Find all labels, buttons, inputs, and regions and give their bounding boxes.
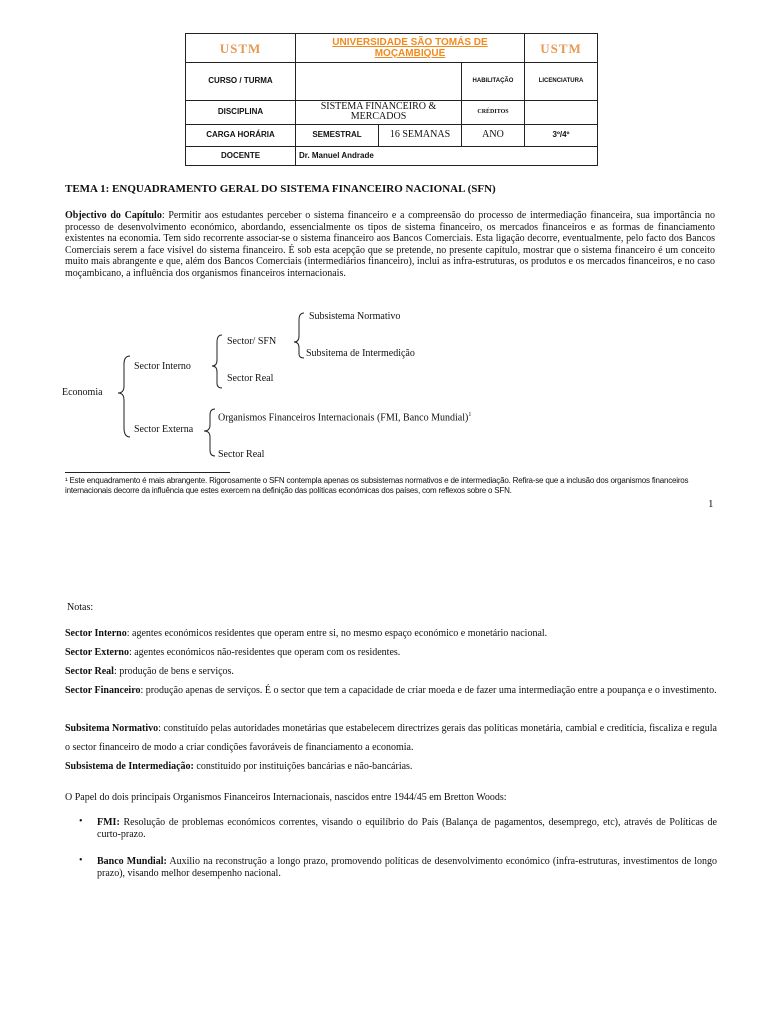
diagram-sector-externa: Sector Externa — [134, 424, 194, 435]
ustm-logo-left: USTM — [219, 40, 262, 56]
note-sector-externo — [65, 643, 717, 662]
disciplina-label: DISCIPLINA — [186, 100, 296, 124]
objective-label: Objectivo do Capítulo — [65, 210, 162, 221]
page-number: 1 — [708, 498, 714, 510]
bullet-term: FMI: — [97, 817, 120, 828]
note-text: constituido por instituições bancárias e não-bancárias. — [193, 761, 413, 772]
objective-text: : Permitir aos estudantes perceber o sistema financeiro e a compreensão do processo de intermediação financeira, sua importância no processo de desenvolvimento económico, abordando, essencialmente os tipos de sistema financeiro, os mercados financeiros e as formas de financiamento existentes na economia. Tem sido recorrente associar-se o sistema financeiro aos Bancos Comerciais. Esta ligação decorre, eventualmente, pelo facto dos Bancos Comerciais serem a face visível do sistema financeiro. É sob esta acepção que se pretende, no presente capítulo, mostrar que o sistema financeiro é um conceito muito mais abrangente e que, além dos Bancos Comerciais (intermediários financeiro), inclui as infra-estruturas, os produtos e os mercados financeiros, e no caso moçambicano, a influência dos organismos financeiros internacionais. — [65, 210, 716, 279]
diagram-sector-real-2: Sector Real — [218, 449, 265, 460]
semanas-value: 16 SEMANAS — [379, 124, 462, 146]
note-text: : produção de bens e serviços. — [113, 666, 234, 677]
organismos-text: Organismos Financeiros Internacionais (FMI, Banco Mundial) — [218, 412, 469, 424]
note-sector-real — [65, 662, 717, 681]
bullet-term: Banco Mundial: — [97, 856, 167, 867]
diagram-sector-real-1: Sector Real — [227, 373, 274, 384]
note-term: Sector Financeiro — [65, 685, 141, 696]
diagram-subsistema-normativo: Subsistema Normativo — [309, 311, 401, 322]
bullet-fmi — [97, 817, 717, 841]
note-term: Subsitema Normativo — [65, 723, 159, 734]
note-text: : agentes económicos residentes que operam entre si, no mesmo espaço económico e monetário nacional. — [126, 628, 548, 639]
disciplina-value: SISTEMA FINANCEIRO & MERCADOS — [296, 100, 462, 124]
note-term: Sector Interno — [65, 628, 127, 639]
brace-sector-interno — [212, 335, 222, 388]
bullet-text: Resolução de problemas económicos correntes, visando o equilíbrio do País (Balança de pagamentos, desemprego, etc), através de Políticas de curto-prazo. — [97, 817, 717, 840]
note-term: Sector Externo — [65, 647, 129, 658]
university-name: UNIVERSIDADE SÃO TOMÁS DE MOÇAMBIQUE — [332, 37, 488, 60]
note-text: : constituído pelas autoridades monetárias que estabelecem directrizes gerais das políticas monetária, cambial e creditícia, fiscaliza e regula o sector financeiro de modo a criar condições favoráveis de financiamento a economia. — [65, 723, 717, 753]
carga-label: CARGA HORÁRIA — [186, 124, 296, 146]
semestral-label: SEMESTRAL — [296, 124, 379, 146]
docente-label: DOCENTE — [186, 146, 296, 165]
note-term: Subsistema de Intermediação: — [65, 761, 194, 772]
footnote-rule — [65, 472, 230, 473]
creditos-label: CRÉDITOS — [462, 100, 525, 124]
ano-label: ANO — [462, 124, 525, 146]
diagram-sector-interno: Sector Interno — [134, 361, 191, 372]
footnote: ¹ Este enquadramento é mais abrangente. Rigorosamente o SFN contempla apenas os subsistemas normativos e de intermediação. Refira-se que a inclusão dos organismos financeiros internacionais decorre da influência que estes exercem na definição das políticas económicas dos países, com reflexos sobre o SFN. — [65, 476, 689, 495]
note-text: : produção apenas de serviços. É o sector que tem a capacidade de criar moeda e de fazer uma intermediação entre a poupança e o investimento. — [140, 685, 717, 696]
ustm-logo-right: USTM — [540, 40, 582, 56]
ano-value: 3º/4º — [525, 124, 598, 146]
brace-sector-externa — [204, 409, 215, 456]
note-sector-interno — [65, 624, 717, 643]
brace-sector-sfn — [294, 313, 304, 358]
habilitacao-label: HABILITAÇÃO — [462, 63, 525, 100]
diagram-organismos — [218, 412, 471, 423]
curso-label: CURSO / TURMA — [186, 63, 296, 100]
bullet-text: Auxilio na reconstrução a longo prazo, promovendo políticas de desenvolvimento económico (infra-estruturas, investimentos de longo prazo), visando melhor desempenho nacional. — [97, 856, 717, 879]
bretton-woods-intro: O Papel do dois principais Organismos Financeiros Internacionais, nascidos entre 1944/45 em Bretton Woods: — [65, 792, 507, 803]
diagram-sector-sfn: Sector/ SFN — [227, 336, 277, 347]
diagram-subsistema-intermediacao: Subsitema de Intermedição — [306, 348, 415, 359]
diagram-economia: Economia — [62, 387, 103, 398]
habilitacao-value: LICENCIATURA — [525, 63, 598, 100]
note-subsistema-normativo — [65, 719, 717, 757]
brace-economia — [118, 356, 130, 437]
bullet-icon: • — [79, 816, 83, 827]
notes-heading: Notas: — [67, 602, 94, 613]
bullet-banco-mundial — [97, 856, 717, 880]
docente-value: Dr. Manuel Andrade — [296, 146, 598, 165]
note-sector-financeiro — [65, 681, 717, 700]
bullet-icon: • — [79, 855, 83, 866]
note-subsistema-intermediacao — [65, 757, 717, 776]
note-term: Sector Real — [65, 666, 114, 677]
note-text: : agentes económicos não-residentes que operam com os residentes. — [128, 647, 401, 658]
chapter-title: TEMA 1: ENQUADRAMENTO GERAL DO SISTEMA FINANCEIRO NACIONAL (SFN) — [65, 183, 496, 195]
footnote-mark: 1 — [468, 412, 472, 418]
